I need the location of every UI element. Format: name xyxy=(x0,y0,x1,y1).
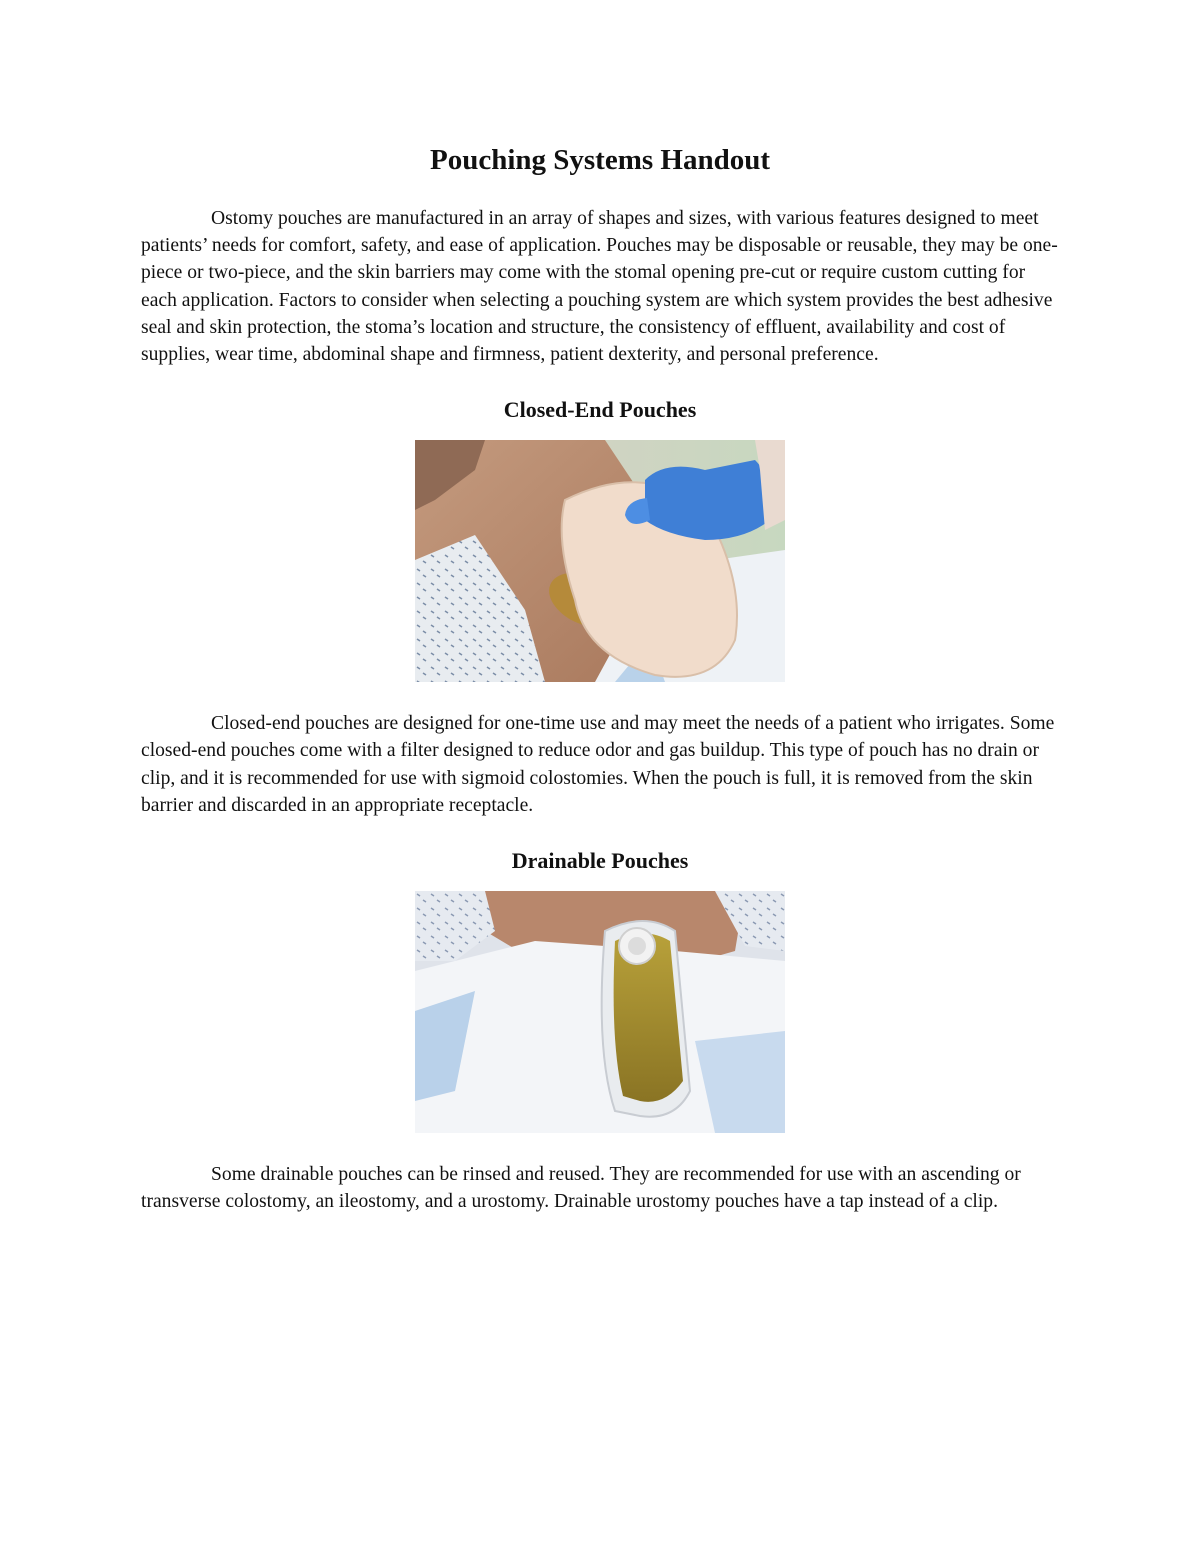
drainable-pouch-photo xyxy=(415,891,785,1133)
handout-page xyxy=(141,140,1059,1215)
page-title: Pouching Systems Handout xyxy=(429,144,770,176)
closed-end-pouch-photo xyxy=(415,440,785,682)
section-heading-closed-end: Closed-End Pouches xyxy=(503,397,697,423)
closed-end-paragraph: Closed-end pouches are designed for one-time use and may meet the needs of a patient who irrigates. Some closed-end pouches come with a filter designed to reduce odor and gas buildup. This type of pouch has no drain or clip, and it is recommended for use with sigmoid colostomies. When the pouch is full, it is removed from the skin barrier and discarded in an appropriate receptacle. xyxy=(141,713,1055,816)
section-heading-drainable: Drainable Pouches xyxy=(511,848,689,874)
drainable-paragraph: Some drainable pouches can be rinsed and reused. They are recommended for use with an ascending or transverse colostomy, an ileostomy, and a urostomy. Drainable urostomy pouches have a tap instead of a clip. xyxy=(141,1164,1021,1213)
intro-paragraph: Ostomy pouches are manufactured in an array of shapes and sizes, with various features designed to meet patients’ needs for comfort, safety, and ease of application. Pouches may be disposable or reusable, they may be one-piece or two-piece, and the skin barriers may come with the stomal opening pre-cut or require custom cutting for each application. Factors to consider when selecting a pouching system are which system provides the best adhesive seal and skin protection, the stoma’s location and structure, the consistency of effluent, availability and cost of supplies, wear time, abdominal shape and firmness, patient dexterity, and personal preference. xyxy=(141,208,1058,366)
